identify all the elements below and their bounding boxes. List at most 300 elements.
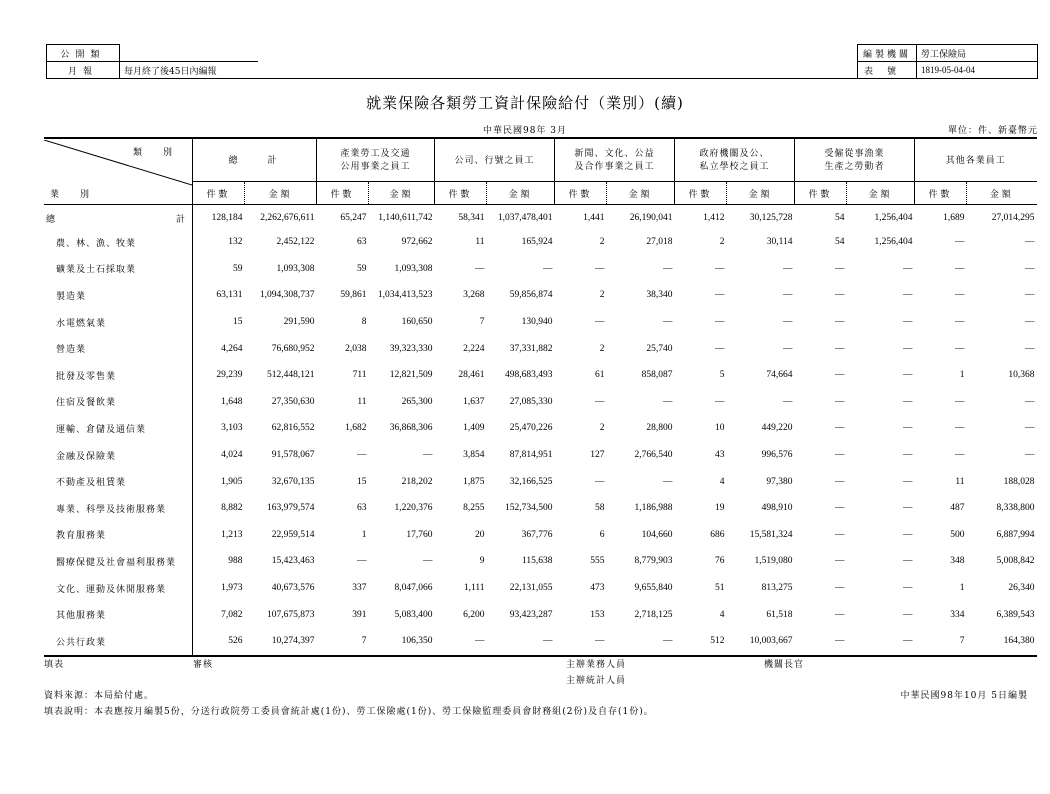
count-cell: — <box>595 263 605 274</box>
amount-cell: — <box>1025 343 1035 354</box>
header-label-agency: 編製機關 <box>858 45 917 62</box>
row-label: 不動產及租賃業 <box>44 468 193 495</box>
row-label: 其他服務業 <box>44 601 193 628</box>
amount-cell: — <box>903 290 913 301</box>
count-cell: 43 <box>715 450 725 461</box>
group-header-news-culture: 新聞、文化、公益 及合作事業之員工 <box>555 138 675 182</box>
total-row <box>44 205 1037 230</box>
count-cell: 63 <box>357 237 367 248</box>
group-header-government: 政府機關及公、 私立學校之員工 <box>675 138 795 182</box>
amount-cell: — <box>783 317 793 328</box>
amount-cell: — <box>663 396 673 407</box>
amount-cell: 160,650 <box>401 317 433 328</box>
amount-cell: 1,093,308 <box>394 263 433 274</box>
count-cell: 8 <box>361 317 367 328</box>
amount-cell: — <box>543 263 553 274</box>
amount-cell: 27,350,630 <box>271 396 315 407</box>
row-label: 住宿及餐飲業 <box>44 389 193 416</box>
amount-cell: 115,638 <box>521 556 553 567</box>
count-cell: 4 <box>719 476 725 487</box>
count-cell: 61 <box>595 370 605 381</box>
count-cell: 59 <box>233 263 243 274</box>
count-cell: — <box>595 317 605 328</box>
table-row <box>44 522 1037 549</box>
amount-cell: 996,576 <box>761 450 793 461</box>
amount-cell: — <box>663 263 673 274</box>
amount-cell: 218,202 <box>401 476 433 487</box>
amount-cell: 36,868,306 <box>389 423 433 434</box>
group-header-fishery: 受僱從事漁業 生產之勞動者 <box>795 138 915 182</box>
count-cell: — <box>835 370 845 381</box>
count-cell: 128,184 <box>211 213 243 223</box>
count-cell: 1 <box>361 529 367 540</box>
amount-cell: 74,664 <box>766 370 793 381</box>
row-label: 文化、運動及休閒服務業 <box>44 575 193 602</box>
count-cell: 59,861 <box>340 290 367 301</box>
amount-cell: — <box>847 628 915 656</box>
count-cell: 1,441 <box>583 213 605 223</box>
count-cell: — <box>835 503 845 514</box>
footer-reviewer: 審核 <box>193 660 214 670</box>
count-cell: 2 <box>599 343 605 354</box>
amount-cell: — <box>783 396 793 407</box>
amount-cell: 8,779,903 <box>634 556 673 567</box>
count-cell: 2,038 <box>345 343 367 354</box>
count-cell: 127 <box>590 450 605 461</box>
count-cell: 63 <box>357 503 367 514</box>
count-cell: 19 <box>715 503 725 514</box>
count-cell: 555 <box>590 556 605 567</box>
count-cell: 4 <box>719 609 725 620</box>
amount-cell: — <box>1025 450 1035 461</box>
amount-cell: — <box>663 317 673 328</box>
group-header-other: 其他各業員工 <box>915 138 1037 182</box>
amount-cell: 2,452,122 <box>276 237 315 248</box>
amount-cell: 10,274,397 <box>245 628 317 656</box>
amount-cell: 8,047,066 <box>394 583 433 594</box>
amount-cell: 106,350 <box>369 628 435 656</box>
count-cell: — <box>835 583 845 594</box>
table-row <box>44 256 1037 283</box>
group-header-company: 公司、行號之員工 <box>435 138 555 182</box>
amount-cell: 97,380 <box>766 476 793 487</box>
count-cell: 1,689 <box>943 213 965 223</box>
amount-cell: 22,131,055 <box>509 583 553 594</box>
count-cell: 132 <box>228 237 243 248</box>
row-label: 公共行政業 <box>44 628 193 656</box>
count-cell: — <box>715 317 725 328</box>
row-label: 批發及零售業 <box>44 362 193 389</box>
amount-cell: 26,340 <box>1008 583 1035 594</box>
count-cell: 988 <box>228 556 243 567</box>
amount-cell: 291,590 <box>283 317 315 328</box>
table-row <box>44 548 1037 575</box>
count-cell: 63,131 <box>216 290 243 301</box>
amount-cell: 9,655,840 <box>634 583 673 594</box>
count-cell: — <box>955 343 965 354</box>
count-cell: 391 <box>352 609 367 620</box>
table-row <box>44 415 1037 442</box>
amount-cell: 498,683,493 <box>505 370 553 381</box>
amount-cell: — <box>783 263 793 274</box>
row-label: 礦業及土石採取業 <box>44 256 193 283</box>
subheader-amount: 金額 <box>369 182 435 205</box>
count-cell: — <box>955 263 965 274</box>
row-label: 教育服務業 <box>44 522 193 549</box>
amount-cell: 76,680,952 <box>271 343 315 354</box>
amount-cell: 1,140,611,742 <box>378 213 433 223</box>
footer-note: 填表說明：本表應按月編製5份，分送行政院勞工委員會統計處(1份)、勞工保險處(1份)、勞工保險監理委員會財務組(2份)及自存(1份)。 <box>44 707 654 717</box>
unit-label: 單位：件、新臺幣元 <box>947 126 1038 136</box>
amount-cell: — <box>1025 317 1035 328</box>
amount-cell: 59,856,874 <box>509 290 553 301</box>
amount-cell: 1,256,404 <box>874 213 913 223</box>
amount-cell: 1,037,478,401 <box>497 213 553 223</box>
amount-cell: 37,331,882 <box>509 343 553 354</box>
amount-cell: 10,003,667 <box>727 628 795 656</box>
count-cell: 487 <box>950 503 965 514</box>
footer-compiled-date: 中華民國98年10月 5日編製 <box>900 691 1028 701</box>
amount-cell: 164,380 <box>967 628 1037 656</box>
table-row <box>44 389 1037 416</box>
row-label <box>44 205 193 230</box>
amount-cell: — <box>423 556 433 567</box>
header-right-box <box>857 44 1038 79</box>
amount-cell: — <box>903 609 913 620</box>
subheader-amount: 金額 <box>487 182 555 205</box>
amount-cell: 5,008,842 <box>996 556 1035 567</box>
count-cell: — <box>595 396 605 407</box>
count-cell: — <box>435 628 487 656</box>
amount-cell: 1,093,308 <box>276 263 315 274</box>
amount-cell: 512,448,121 <box>267 370 315 381</box>
count-cell: — <box>835 290 845 301</box>
amount-cell: — <box>903 263 913 274</box>
count-cell: 1,111 <box>463 583 485 594</box>
count-cell: 500 <box>950 529 965 540</box>
subheader-amount: 金額 <box>607 182 675 205</box>
count-cell: — <box>835 343 845 354</box>
count-cell: 1,213 <box>221 529 243 540</box>
count-cell: — <box>835 609 845 620</box>
amount-cell: 27,085,330 <box>509 396 553 407</box>
count-cell: 1,875 <box>463 476 485 487</box>
page-title: 就業保險各類勞工資計保險給付（業別）(續) <box>366 94 684 112</box>
row-label: 金融及保險業 <box>44 442 193 469</box>
count-cell: 1,409 <box>463 423 485 434</box>
amount-cell: — <box>1025 290 1035 301</box>
count-cell: — <box>955 237 965 248</box>
footer-filler: 填表 <box>44 660 65 670</box>
count-cell: 1,648 <box>221 396 243 407</box>
header-label-report: 月報 <box>47 62 120 79</box>
amount-cell: 27,014,295 <box>991 213 1035 223</box>
amount-cell: 6,389,543 <box>996 609 1035 620</box>
row-label: 專業、科學及技術服務業 <box>44 495 193 522</box>
benefit-table <box>44 137 1037 657</box>
amount-cell: 972,662 <box>401 237 433 248</box>
amount-cell: — <box>903 317 913 328</box>
amount-cell: 87,814,951 <box>509 450 553 461</box>
count-cell: — <box>835 476 845 487</box>
count-cell: 20 <box>475 529 485 540</box>
amount-cell: 93,423,287 <box>509 609 553 620</box>
table-row <box>44 628 1037 656</box>
amount-cell: — <box>487 628 555 656</box>
subheader-row <box>44 182 1037 205</box>
count-cell: — <box>835 423 845 434</box>
amount-cell: 28,800 <box>646 423 673 434</box>
count-cell: 58,341 <box>458 213 485 223</box>
amount-cell: 91,578,067 <box>271 450 315 461</box>
amount-cell: 1,220,376 <box>394 503 433 514</box>
subheader-count: 件數 <box>675 182 727 205</box>
amount-cell: 25,740 <box>646 343 673 354</box>
header-label-public: 公開類 <box>47 45 120 62</box>
amount-cell: 12,821,509 <box>389 370 433 381</box>
amount-cell: — <box>1025 423 1035 434</box>
amount-cell: 25,470,226 <box>509 423 553 434</box>
amount-cell: — <box>607 628 675 656</box>
amount-cell: 1,519,080 <box>754 556 793 567</box>
count-cell: — <box>835 317 845 328</box>
count-cell: — <box>835 450 845 461</box>
header-value-agency: 勞工保險局 <box>917 45 1038 62</box>
count-cell: 686 <box>710 529 725 540</box>
report-date: 中華民國98年 3月 <box>482 126 568 136</box>
count-cell: 28,461 <box>458 370 485 381</box>
count-cell: 2 <box>599 237 605 248</box>
table-row <box>44 442 1037 469</box>
table-row <box>44 309 1037 336</box>
count-cell: 2,224 <box>463 343 485 354</box>
count-cell: 7,082 <box>221 609 243 620</box>
amount-cell: — <box>423 450 433 461</box>
corner-top-label: 類 別 <box>132 147 178 157</box>
amount-cell: 130,940 <box>521 317 553 328</box>
amount-cell: — <box>903 396 913 407</box>
count-cell: 526 <box>193 628 245 656</box>
amount-cell: 15,423,463 <box>271 556 315 567</box>
count-cell: 153 <box>590 609 605 620</box>
amount-cell: 1,094,308,737 <box>259 290 315 301</box>
row-label: 運輸、倉儲及通信業 <box>44 415 193 442</box>
amount-cell: 367,776 <box>521 529 553 540</box>
amount-cell: — <box>783 343 793 354</box>
amount-cell: 40,673,576 <box>271 583 315 594</box>
amount-cell: — <box>903 556 913 567</box>
total-label-part: 計 <box>175 214 186 225</box>
count-cell: 5 <box>719 370 725 381</box>
count-cell: 7 <box>317 628 369 656</box>
count-cell: — <box>475 263 485 274</box>
subheader-count: 件數 <box>915 182 967 205</box>
amount-cell: 5,083,400 <box>394 609 433 620</box>
amount-cell: — <box>903 583 913 594</box>
count-cell: 11 <box>357 396 367 407</box>
amount-cell: 62,816,552 <box>271 423 315 434</box>
count-cell: — <box>357 450 367 461</box>
row-label: 製造業 <box>44 282 193 309</box>
count-cell: 54 <box>835 213 845 223</box>
amount-cell: 38,340 <box>646 290 673 301</box>
footer-stats-officer: 主辦統計人員 <box>566 676 627 686</box>
count-cell: 1,637 <box>463 396 485 407</box>
count-cell: — <box>715 263 725 274</box>
count-cell: 59 <box>357 263 367 274</box>
header-left-box <box>46 44 258 79</box>
count-cell: 1,905 <box>221 476 243 487</box>
count-cell: 2 <box>599 423 605 434</box>
header-label-table-no: 表號 <box>858 62 917 79</box>
amount-cell: 188,028 <box>1003 476 1035 487</box>
amount-cell: 6,887,994 <box>996 529 1035 540</box>
amount-cell: 152,734,500 <box>505 503 553 514</box>
count-cell: 8,882 <box>221 503 243 514</box>
count-cell: 1,973 <box>221 583 243 594</box>
amount-cell: 39,323,330 <box>389 343 433 354</box>
count-cell: 1,412 <box>703 213 725 223</box>
amount-cell: 30,125,728 <box>749 213 793 223</box>
count-cell: 1,682 <box>345 423 367 434</box>
count-cell: — <box>835 529 845 540</box>
amount-cell: 1,186,988 <box>634 503 673 514</box>
footer-source: 資料來源：本局給付處。 <box>44 691 155 701</box>
amount-cell: 1,034,413,523 <box>377 290 433 301</box>
count-cell: 348 <box>950 556 965 567</box>
count-cell: 3,103 <box>221 423 243 434</box>
amount-cell: 30,114 <box>766 237 793 248</box>
count-cell: 2 <box>599 290 605 301</box>
count-cell: — <box>715 343 725 354</box>
count-cell: 11 <box>955 476 965 487</box>
count-cell: 15 <box>233 317 243 328</box>
amount-cell: 265,300 <box>401 396 433 407</box>
count-cell: 7 <box>915 628 967 656</box>
count-cell: 58 <box>595 503 605 514</box>
corner-bottom-label: 業 別 <box>50 189 96 199</box>
count-cell: 8,255 <box>463 503 485 514</box>
row-label: 水電燃氣業 <box>44 309 193 336</box>
count-cell: 3,268 <box>463 290 485 301</box>
count-cell: 9 <box>479 556 485 567</box>
amount-cell: 449,220 <box>761 423 793 434</box>
subheader-amount: 金額 <box>727 182 795 205</box>
table-row <box>44 229 1037 256</box>
amount-cell: 32,670,135 <box>271 476 315 487</box>
count-cell: 10 <box>715 423 725 434</box>
count-cell: 11 <box>475 237 485 248</box>
count-cell: 54 <box>835 237 845 248</box>
amount-cell: 10,368 <box>1008 370 1035 381</box>
amount-cell: 2,766,540 <box>634 450 673 461</box>
count-cell: 15 <box>357 476 367 487</box>
amount-cell: 15,581,324 <box>749 529 793 540</box>
count-cell: — <box>955 290 965 301</box>
amount-cell: 498,910 <box>761 503 793 514</box>
count-cell: 76 <box>715 556 725 567</box>
amount-cell: 1,256,404 <box>874 237 913 248</box>
subheader-amount: 金額 <box>847 182 915 205</box>
amount-cell: 107,675,873 <box>267 609 315 620</box>
count-cell: 51 <box>715 583 725 594</box>
subheader-count: 件數 <box>193 182 245 205</box>
row-label: 營造業 <box>44 335 193 362</box>
amount-cell: 26,190,041 <box>629 213 673 223</box>
corner-header <box>44 138 193 205</box>
subheader-count: 件數 <box>435 182 487 205</box>
count-cell: — <box>555 628 607 656</box>
count-cell: 512 <box>675 628 727 656</box>
count-cell: 711 <box>352 370 367 381</box>
amount-cell: 32,166,525 <box>509 476 553 487</box>
amount-cell: 104,660 <box>641 529 673 540</box>
amount-cell: — <box>1025 396 1035 407</box>
count-cell: 6,200 <box>463 609 485 620</box>
amount-cell: 22,959,514 <box>271 529 315 540</box>
header-value-table-no: 1819-05-04-04 <box>917 62 1038 79</box>
count-cell: 7 <box>479 317 485 328</box>
subheader-count: 件數 <box>795 182 847 205</box>
footer-officer: 主辦業務人員 <box>566 660 627 670</box>
count-cell: — <box>357 556 367 567</box>
count-cell: — <box>955 450 965 461</box>
count-cell: — <box>955 396 965 407</box>
count-cell: 473 <box>590 583 605 594</box>
count-cell: 4,264 <box>221 343 243 354</box>
amount-cell: 27,018 <box>646 237 673 248</box>
table-row <box>44 362 1037 389</box>
amount-cell: — <box>903 450 913 461</box>
total-label-part: 總 <box>46 214 57 225</box>
count-cell: — <box>955 317 965 328</box>
amount-cell: 17,760 <box>406 529 433 540</box>
subheader-count: 件數 <box>555 182 607 205</box>
amount-cell: 2,262,676,611 <box>260 213 315 223</box>
count-cell: 6 <box>599 529 605 540</box>
count-cell: — <box>835 556 845 567</box>
count-cell: 65,247 <box>340 213 367 223</box>
subheader-amount: 金額 <box>967 182 1037 205</box>
count-cell: — <box>795 628 847 656</box>
table-row <box>44 575 1037 602</box>
table-row <box>44 468 1037 495</box>
subheader-count: 件數 <box>317 182 369 205</box>
amount-cell: — <box>903 529 913 540</box>
table-row <box>44 495 1037 522</box>
count-cell: — <box>955 423 965 434</box>
count-cell: 334 <box>950 609 965 620</box>
amount-cell: — <box>903 476 913 487</box>
table-row <box>44 601 1037 628</box>
count-cell: 4,024 <box>221 450 243 461</box>
amount-cell: 165,924 <box>521 237 553 248</box>
count-cell: 1 <box>959 583 965 594</box>
count-cell: 337 <box>352 583 367 594</box>
footer-chief: 機關長官 <box>764 660 805 670</box>
header-value-public <box>120 45 259 62</box>
count-cell: 1 <box>959 370 965 381</box>
group-header-industry: 產業勞工及交通 公用事業之員工 <box>317 138 435 182</box>
row-label: 農、林、漁、牧業 <box>44 229 193 256</box>
count-cell: — <box>835 396 845 407</box>
count-cell: 3,854 <box>463 450 485 461</box>
group-header-total: 總 計 <box>193 138 317 182</box>
count-cell: 29,239 <box>216 370 243 381</box>
amount-cell: 8,338,800 <box>996 503 1035 514</box>
amount-cell: — <box>783 290 793 301</box>
row-label: 醫療保健及社會福利服務業 <box>44 548 193 575</box>
